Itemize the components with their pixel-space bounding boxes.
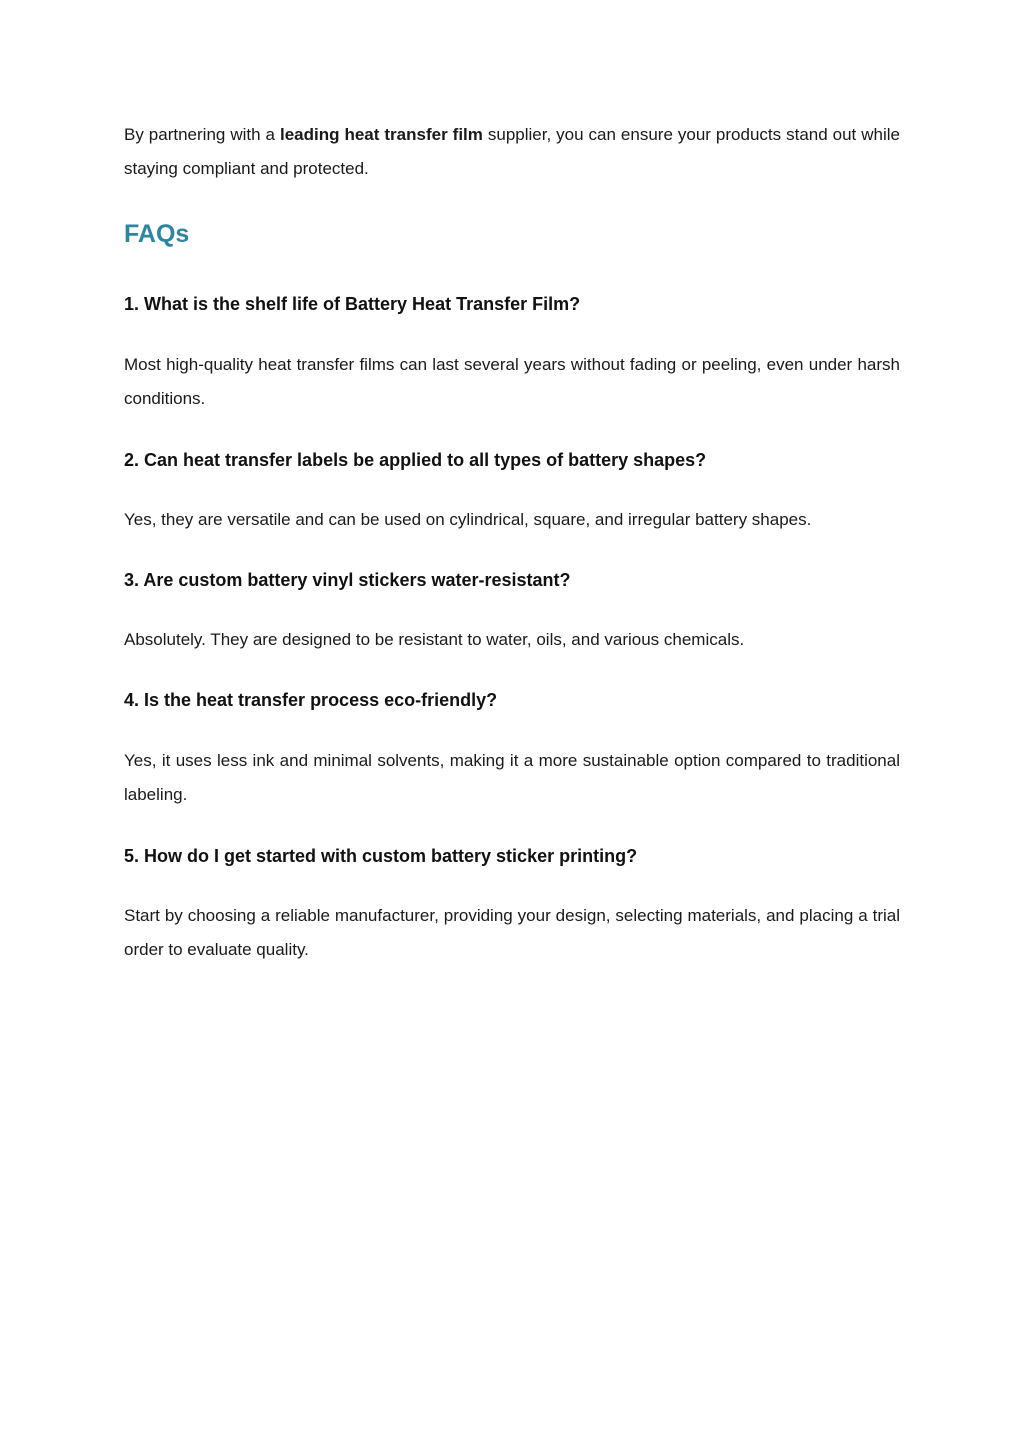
faq-answer-1: Most high-quality heat transfer films can last several years without fading or peeling, even under harsh conditions. xyxy=(124,355,900,408)
faq-answer-5: Start by choosing a reliable manufacturer, providing your design, selecting materials, and placing a trial order to evaluate quality. xyxy=(124,906,900,959)
faq-question-3: 3. Are custom battery vinyl stickers water-resistant? xyxy=(124,570,571,590)
intro-bold-link-text: leading heat transfer film xyxy=(279,125,483,144)
intro-paragraph xyxy=(124,118,900,186)
faq-question-5: 5. How do I get started with custom battery sticker printing? xyxy=(124,846,638,866)
faq-question-2: 2. Can heat transfer labels be applied to all types of battery shapes? xyxy=(124,450,707,470)
faq-heading: FAQs xyxy=(124,220,190,248)
faq-answer-3: Absolutely. They are designed to be resistant to water, oils, and various chemicals. xyxy=(124,630,745,649)
intro-text-after: supplier, you can ensure your products stand out while staying compliant and protected. xyxy=(124,125,900,178)
intro-text-before: By partnering with a xyxy=(124,125,280,144)
faq-question-4: 4. Is the heat transfer process eco-friendly? xyxy=(124,690,498,710)
faq-answer-2: Yes, they are versatile and can be used on cylindrical, square, and irregular battery shapes. xyxy=(124,510,812,529)
faq-question-1: 1. What is the shelf life of Battery Heat Transfer Film? xyxy=(124,294,581,314)
faq-answer-4: Yes, it uses less ink and minimal solvents, making it a more sustainable option compared to traditional labeling. xyxy=(124,751,900,804)
